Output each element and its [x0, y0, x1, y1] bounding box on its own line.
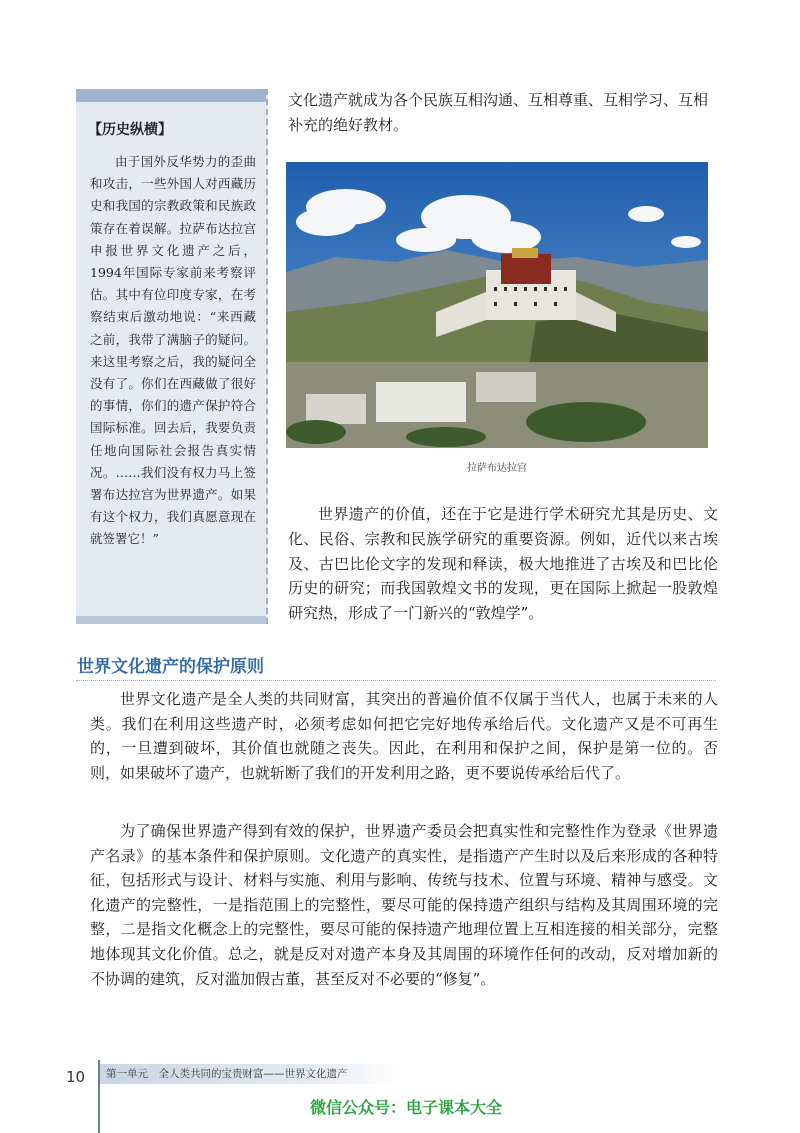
watermark-text: 微信公众号：电子课本大全	[310, 1098, 503, 1117]
sidebar-body-text: 由于国外反华势力的歪曲和攻击，一些外国人对西藏历史和我国的宗教政策和民族政策存在着误解。拉萨布达拉宫申报世界文化遗产之后，1994年国际专家前来考察评估。其中有位印度专家，在考察结束后激动地说：“来西藏之前，我带了满脑子的疑问。来这里考察之后，我的疑问全没有了。你们在西藏做了很好的事情，你们的遗产保护符合国际标准。回去后，我要负责任地向国际社会报告真实情况。……我们没有权力马上签署布达拉宫为世界遗产。如果有这个权力，我们真愿意现在就签署它！”	[90, 154, 256, 547]
section-divider	[76, 680, 716, 681]
principle-paragraph-1: 世界文化遗产是全人类的共同财富，其突出的普遍价值不仅属于当代人，也属于未来的人类。我们在利用这些遗产时，必须考虑如何把它完好地传承给后代。文化遗产又是不可再生的，一旦遭到破坏，其价值也就随之丧失。因此，在利用和保护之间，保护是第一位的。否则，如果破坏了遗产，也就斩断了我们的开发利用之路，更不要说传承给后代了。	[90, 690, 718, 782]
sidebar-top-band	[76, 89, 266, 102]
principle-paragraph-2: 为了确保世界遗产得到有效的保护，世界遗产委员会把真实性和完整性作为登录《世界遗产名录》的基本条件和保护原则。文化遗产的真实性，是指遗产产生时以及后来形成的各种特征，包括形式与设计、材料与实施、利用与影响、传统与技术、位置与环境、精神与感受。文化遗产的完整性，一是指范围上的完整性，要尽可能的保持遗产组织与结构及其周围环境的完整，二是指文化概念上的完整性，要尽可能的保持遗产地理位置上互相连接的相关部分，完整地体现其文化价值。总之，就是反对对遗产本身及其周围的环境作任何的改动，反对增加新的不协调的建筑，反对滥加假古董，甚至反对不必要的“修复”。	[90, 822, 718, 988]
value-paragraph: 世界遗产的价值，还在于它是进行学术研究尤其是历史、文化、民俗、宗教和民族学研究的重要资源。例如，近代以来古埃及、古巴比伦文字的发现和释读，极大地推进了古埃及和巴比伦历史的研究；而我国敦煌文书的发现，更在国际上掀起一股敦煌研究热，形成了一门新兴的“敦煌学”。	[288, 505, 718, 623]
photo-caption: 拉萨布达拉宫	[467, 463, 527, 474]
section-title: 世界文化遗产的保护原则	[77, 657, 264, 677]
history-sidebar-box	[76, 89, 268, 624]
page-number: 10	[66, 1068, 86, 1086]
running-head: 第一单元 全人类共同的宝贵财富——世界文化遗产	[106, 1068, 348, 1080]
intro-paragraph: 文化遗产就成为各个民族互相沟通、互相尊重、互相学习、互相补充的绝好教材。	[288, 91, 709, 134]
potala-palace-photo	[286, 162, 708, 448]
sidebar-bottom-band	[76, 616, 266, 624]
sidebar-heading: 【历史纵横】	[88, 122, 172, 138]
